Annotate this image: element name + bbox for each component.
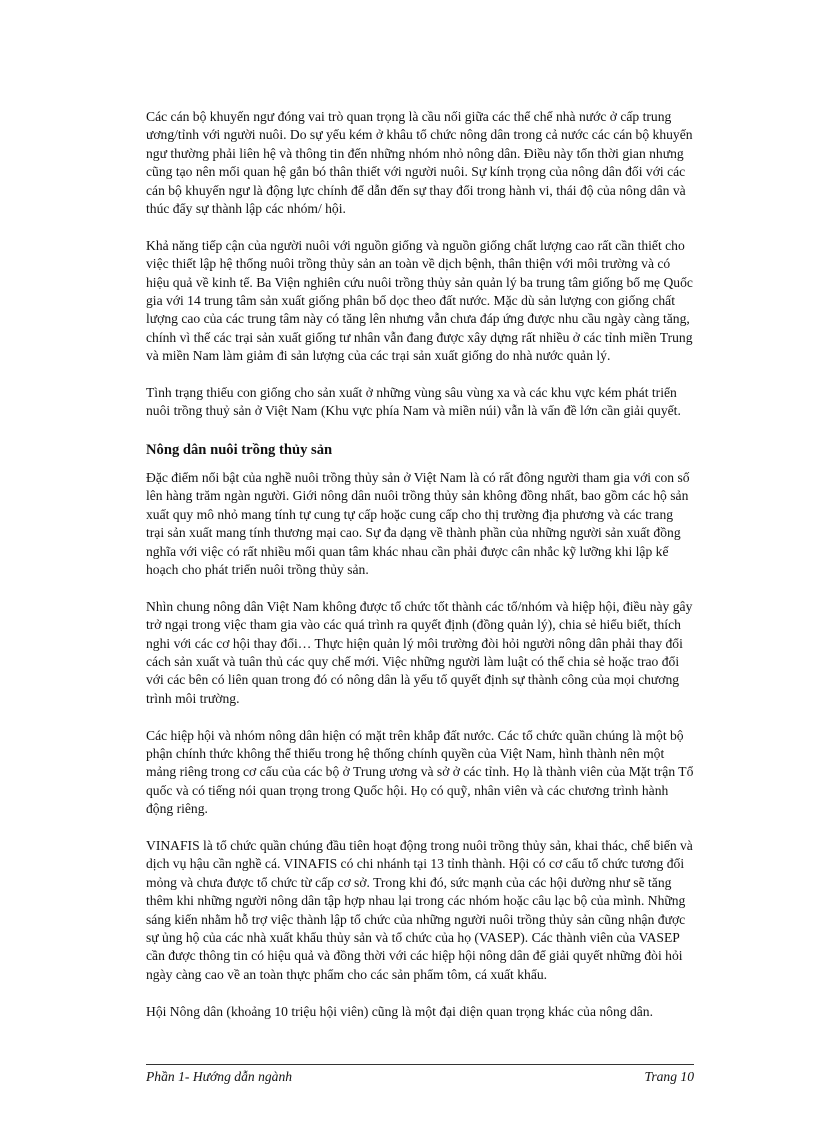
paragraph-farmer-characteristics: Đặc điểm nổi bật của nghề nuôi trồng thủy sản ở Việt Nam là có rất đông người tham gia với con số lên hàng trăm ngàn người. Giới nông dân nuôi trồng thủy sản không đồng nhất, bao gồm các hộ sản xuất quy mô nhỏ mang tính tự cung tự cấp hoặc cung cấp cho thị trường địa phương và các trang trại sản xuất mang tính thương mại cao. Sự đa dạng về thành phần của những người sản xuất đồng nghĩa với việc có rất nhiều mối quan tâm khác nhau cần phải được cân nhắc kỹ lưỡng khi lập kế hoạch cho phát triển nuôi trồng thủy sản. bbox=[146, 469, 690, 577]
paragraph-extension-officers: Các cán bộ khuyến ngư đóng vai trò quan trọng là cầu nối giữa các thể chế nhà nước ở cấp trung ương/tỉnh với người nuôi. Do sự yếu kém ở khâu tổ chức nông dân trong cả nước các cán bộ khuyến ngư thường phải liên hệ và thông tin đến những nhóm nhỏ nông dân. Điều này tốn thời gian nhưng cũng tạo nên mối quan hệ gắn bó thân thiết với người nuôi. Sự kính trọng của nông dân đối với các cán bộ khuyến ngư là động lực chính để dẫn đến sự thay đổi trong hành vi, thái độ của nông dân và thúc đẩy sự thành lập các nhóm/ hội. bbox=[146, 109, 693, 217]
paragraph-seed-shortage: Tình trạng thiếu con giống cho sản xuất ở những vùng sâu vùng xa và các khu vực kém phát triển nuôi trồng thuỷ sản ở Việt Nam (Khu vực phía Nam và miền núi) vẫn là vấn đề lớn cần giải quyết. bbox=[146, 385, 681, 419]
paragraph-associations: Các hiệp hội và nhóm nông dân hiện có mặt trên khắp đất nước. Các tổ chức quần chúng là một bộ phận chính thức không thể thiếu trong hệ thống chính quyền của Việt Nam, hình thành nên một mảng riêng trong cơ cấu của các bộ ở Trung ương và sở ở các tỉnh. Họ là thành viên của Mặt trận Tổ quốc và có tiếng nói quan trọng trong Quốc hội. Họ có quỹ, nhân viên và các chương trình hành động riêng. bbox=[146, 727, 694, 817]
page-number: Trang 10 bbox=[644, 1069, 694, 1084]
footer-section-title: Phần 1- Hướng dẫn ngành bbox=[146, 1069, 293, 1084]
paragraph-farmers-union: Hội Nông dân (khoảng 10 triệu hội viên) cũng là một đại diện quan trọng khác của nông dân. bbox=[146, 1003, 653, 1019]
paragraph-farmer-organization: Nhìn chung nông dân Việt Nam không được tổ chức tốt thành các tổ/nhóm và hiệp hội, điều này gây trở ngại trong việc tham gia vào các quá trình ra quyết định (đồng quản lý), chia sẻ hiểu biết, thích nghi với các cơ hội thay đổi… Thực hiện quản lý môi trường đòi hỏi người nông dân phải thay đổi cách sản xuất và tuân thủ các quy chế mới. Việc những người làm luật có thể chia sẻ hoặc trao đổi với các bên có liên quan trong đó có nông dân là yếu tố quyết định sự thành công của mọi chương trình môi trường. bbox=[146, 598, 693, 706]
page-body bbox=[146, 108, 694, 1021]
paragraph-seed-access: Khả năng tiếp cận của người nuôi với nguồn giống và nguồn giống chất lượng cao rất cần thiết cho việc thiết lập hệ thống nuôi trồng thủy sản an toàn về dịch bệnh, thân thiện với môi trường và có hiệu quả về kinh tế. Ba Viện nghiên cứu nuôi trồng thủy sản quản lý ba trung tâm giống bố mẹ Quốc gia với 14 trung tâm sản xuất giống phân bố dọc theo đất nước. Mặc dù sản lượng con giống chất lượng cao của các trung tâm này có tăng lên nhưng vẫn chưa đáp ứng được nhu cầu ngày càng tăng, chính vì thế các trại sản xuất giống tư nhân vẫn đang được xây dựng rất nhiều ở các tỉnh miền Trung và miền Nam làm giảm đi sản lượng của các trại sản xuất giống do nhà nước quản lý. bbox=[146, 237, 693, 364]
section-heading: Nông dân nuôi trồng thủy sản bbox=[146, 441, 333, 458]
footer-divider bbox=[146, 1064, 694, 1065]
paragraph-vinafis: VINAFIS là tổ chức quần chúng đầu tiên hoạt động trong nuôi trồng thủy sản, khai thác, chế biến và dịch vụ hậu cần nghề cá. VINAFIS có chi nhánh tại 13 tỉnh thành. Hội có cơ cấu tổ chức tương đối mỏng và chưa được tổ chức từ cấp cơ sở. Trong khi đó, sức mạnh của các hội dường như sẽ tăng thêm khi những người nông dân tập hợp nhau lại trong các nhóm hoặc câu lạc bộ của mình. Những sáng kiến nhằm hỗ trợ việc thành lập tổ chức của những người nuôi trồng thủy sản cũng nhận được sự ủng hộ của các nhà xuất khẩu thủy sản và tổ chức của họ (VASEP). Các thành viên của VASEP cần được thông tin có hiệu quả và đồng thời với các hiệp hội nông dân để giải quyết những đòi hỏi ngày càng cao về an toàn thực phẩm cho các sản phẩm tôm, cá xuất khẩu. bbox=[146, 837, 693, 982]
